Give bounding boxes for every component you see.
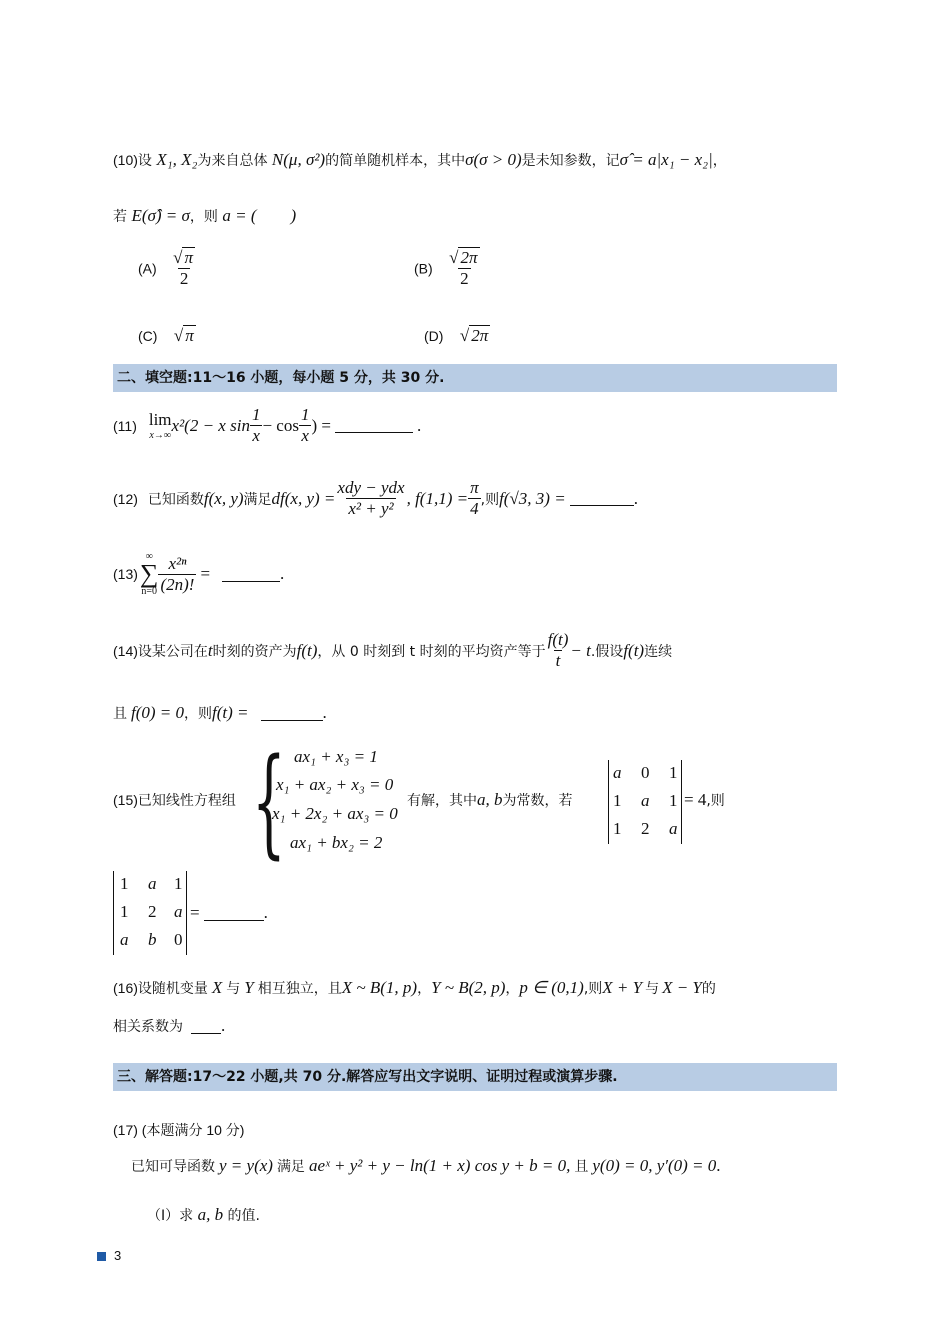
question-16-line1: (16) 设随机变量 X 与 Y 相互独立，且 X ~ B(1, p) ， Y ~ B(2, p) ， p ∈ (0,1) ,则 X + Y 与 X − Y 的 <box>113 978 716 997</box>
q12-label: (12) <box>113 490 138 507</box>
answer-blank-14[interactable] <box>261 706 323 721</box>
q10-line1: (10)设 X₁, X₂为来自总体 N(μ, σ²)的简单随机样本，其中σ(σ > 0)是未知参数，记σ̂ = a|x₁ − x₂|， <box>113 150 727 169</box>
option-d: (D) √ 2π <box>424 326 489 345</box>
q11-label: (11) <box>113 417 137 434</box>
q16-label: (16) <box>113 980 138 996</box>
system-brace: { <box>252 732 286 870</box>
question-11: (11) lim x→∞ x²(2 − x sin $\frac{1}{x}$ − cos $\frac{1}{x}$ ) = . <box>113 405 422 445</box>
question-13: (13) ∞ ∑ n=0 $\frac{\text{x²ⁿ}}{(2n)!}$ = . <box>113 551 285 597</box>
answer-blank-13[interactable] <box>222 567 280 582</box>
q17-label: (17) (本题满分 10 分) <box>113 1122 245 1138</box>
option-c: (C) √ π <box>138 326 194 345</box>
equation-3: x₁ + 2x₂ + ax₃ = 0 <box>272 804 398 823</box>
answer-blank-11[interactable] <box>335 418 413 433</box>
equation-2: x₁ + ax₂ + x₃ = 0 <box>276 775 394 794</box>
q10-label: (10) <box>113 152 138 168</box>
q15-label: (15) <box>113 792 138 808</box>
question-14-line1: (14) 设某公司在 t 时刻的资产为 f(t) ，从 0 时刻到 t 时刻的平均资产等于 $\frac{f(t)}{t}$ − t .假设 f(t) 连续 <box>113 630 673 670</box>
q15-det-value: = 4,则 <box>684 790 725 809</box>
determinant-2: 1 a 1 1 2 a a b 0 <box>113 871 187 955</box>
q10-line2: 若 E(σ̂) = σ，则 a = ( ) <box>113 206 297 225</box>
q15-condition: 有解，其中a, b为常数，若 <box>407 790 573 809</box>
question-16-line2: 相关系数为 . <box>113 1016 226 1035</box>
answer-blank-15[interactable] <box>204 906 264 921</box>
q14-label: (14) <box>113 642 138 659</box>
equation-1: ax₁ + x₃ = 1 <box>294 747 378 766</box>
q13-label: (13) <box>113 566 138 582</box>
question-12: (12) 已知函数 f(x, y) 满足 df(x, y) = $\frac{\text{xdy − ydx}}{\text{x² + y²}}$ , f(1,1) = $\frac{\pi}{4}$ ,则 f(√3, 3) = . <box>113 478 638 518</box>
answer-blank-16[interactable] <box>191 1019 221 1034</box>
option-b: (B) $\frac{√ 2\pi}{2}$ <box>414 248 478 288</box>
equation-4: ax₁ + bx₂ = 2 <box>290 833 383 852</box>
q15-answer: = . <box>190 903 268 922</box>
section-header-fill-in: 二、填空题:11～16 小题，每小题 5 分，共 30 分. <box>113 364 837 392</box>
option-a: (A) $\frac{√ \pi}{2}$ <box>138 248 193 288</box>
answer-blank-12[interactable] <box>570 491 634 506</box>
q17-part1: （Ⅰ）求 a, b 的值. <box>147 1205 260 1224</box>
page-number: 3 <box>114 1248 122 1263</box>
q15-intro: (15)已知线性方程组 <box>113 792 236 809</box>
q17-statement: 已知可导函数 y = y(x) 满足 aeˣ + y² + y − ln(1 + x) cos y + b = 0, 且 y(0) = 0, y′(0) = 0 . <box>131 1156 721 1175</box>
section-header-solutions: 三、解答题:17～22 小题,共 70 分.解答应写出文字说明、证明过程或演算步骤. <box>113 1063 837 1091</box>
page-marker-square <box>97 1252 106 1261</box>
question-14-line2: 且 f(0) = 0 ，则 f(t) = . <box>113 703 327 722</box>
determinant-1: a 0 1 1 a 1 1 2 a <box>608 760 682 844</box>
